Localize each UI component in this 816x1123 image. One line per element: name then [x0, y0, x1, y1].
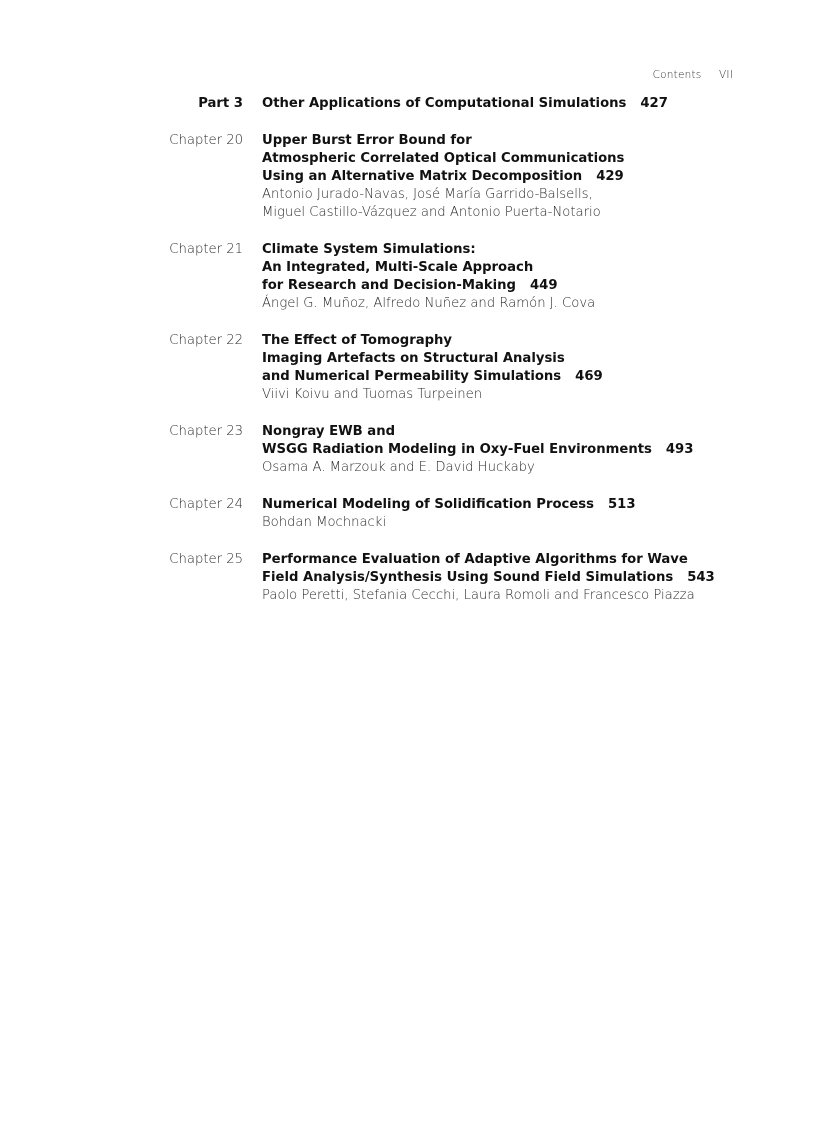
chapter-label: Chapter 24 — [169, 497, 243, 512]
chapter-title-line: Nongray EWB and — [262, 424, 396, 439]
table-of-contents — [0, 95, 816, 605]
chapter-title-line: WSGG Radiation Modeling in Oxy-Fuel Environments — [262, 442, 652, 457]
chapter-title-line: Using an Alternative Matrix Decomposition — [262, 169, 583, 184]
chapter-label: Chapter 25 — [169, 552, 243, 567]
running-head — [653, 69, 733, 81]
toc-chapter-entry[interactable] — [0, 332, 816, 404]
chapter-title — [262, 551, 782, 587]
chapter-title — [262, 496, 782, 514]
chapter-page-number: 543 — [687, 570, 715, 585]
chapter-page-number: 429 — [596, 169, 624, 184]
chapter-title — [262, 332, 782, 386]
chapter-page-number: 513 — [607, 497, 636, 512]
part-title — [262, 95, 782, 113]
chapter-authors — [262, 459, 782, 477]
chapter-author-line: Viivi Koivu and Tuomas Turpeinen — [262, 387, 483, 402]
chapter-title — [262, 241, 782, 295]
part-title-text: Other Applications of Computational Simulations — [262, 96, 627, 111]
chapter-title-line: Field Analysis/Synthesis Using Sound Field Simulations — [262, 570, 674, 585]
toc-chapter-entry[interactable] — [0, 423, 816, 477]
chapter-author-line: Osama A. Marzouk and E. David Huckaby — [262, 460, 535, 475]
chapter-title — [262, 423, 782, 459]
chapter-author-line: Miguel Castillo-Vázquez and Antonio Puerta-Notario — [262, 205, 601, 220]
chapter-author-line: Bohdan Mochnacki — [262, 515, 387, 530]
part-label: Part 3 — [198, 96, 243, 111]
chapter-author-line: Ángel G. Muñoz, Alfredo Nuñez and Ramón J. Cova — [262, 296, 596, 311]
chapter-title-line: for Research and Decision-Making — [262, 278, 516, 293]
chapter-page-number: 493 — [665, 442, 694, 457]
chapter-title-line: and Numerical Permeability Simulations — [262, 369, 562, 384]
chapter-authors — [262, 587, 782, 605]
chapter-title-line: Atmospheric Correlated Optical Communications — [262, 151, 625, 166]
toc-chapter-entry[interactable] — [0, 496, 816, 532]
running-head-section: Contents — [652, 69, 702, 81]
chapter-title-line: Numerical Modeling of Solidification Process — [262, 497, 594, 512]
chapter-title-line: The Effect of Tomography — [262, 333, 453, 348]
chapter-page-number: 449 — [529, 278, 558, 293]
chapter-authors — [262, 514, 782, 532]
chapter-label: Chapter 23 — [169, 424, 243, 439]
toc-part-entry[interactable] — [0, 95, 816, 113]
part-page-number: 427 — [640, 96, 668, 111]
chapter-authors — [262, 295, 782, 313]
chapter-title-line: Imaging Artefacts on Structural Analysis — [262, 351, 565, 366]
chapter-page-number: 469 — [575, 369, 603, 384]
chapter-authors — [262, 186, 782, 222]
chapter-author-line: Paolo Peretti, Stefania Cecchi, Laura Romoli and Francesco Piazza — [262, 588, 695, 603]
toc-chapter-entry[interactable] — [0, 132, 816, 222]
running-head-page-number: VII — [719, 69, 733, 81]
chapter-title-line: An Integrated, Multi-Scale Approach — [262, 260, 534, 275]
chapter-title-line: Upper Burst Error Bound for — [262, 133, 472, 148]
toc-chapter-entry[interactable] — [0, 551, 816, 605]
chapter-title — [262, 132, 782, 186]
chapter-label: Chapter 21 — [169, 242, 243, 257]
chapter-authors — [262, 386, 782, 404]
chapter-label: Chapter 22 — [169, 333, 243, 348]
chapter-label: Chapter 20 — [169, 133, 243, 148]
chapter-title-line: Performance Evaluation of Adaptive Algorithms for Wave — [262, 552, 688, 567]
toc-chapter-entry[interactable] — [0, 241, 816, 313]
chapter-title-line: Climate System Simulations: — [262, 242, 476, 257]
chapter-author-line: Antonio Jurado-Navas, José María Garrido-Balsells, — [262, 187, 593, 202]
